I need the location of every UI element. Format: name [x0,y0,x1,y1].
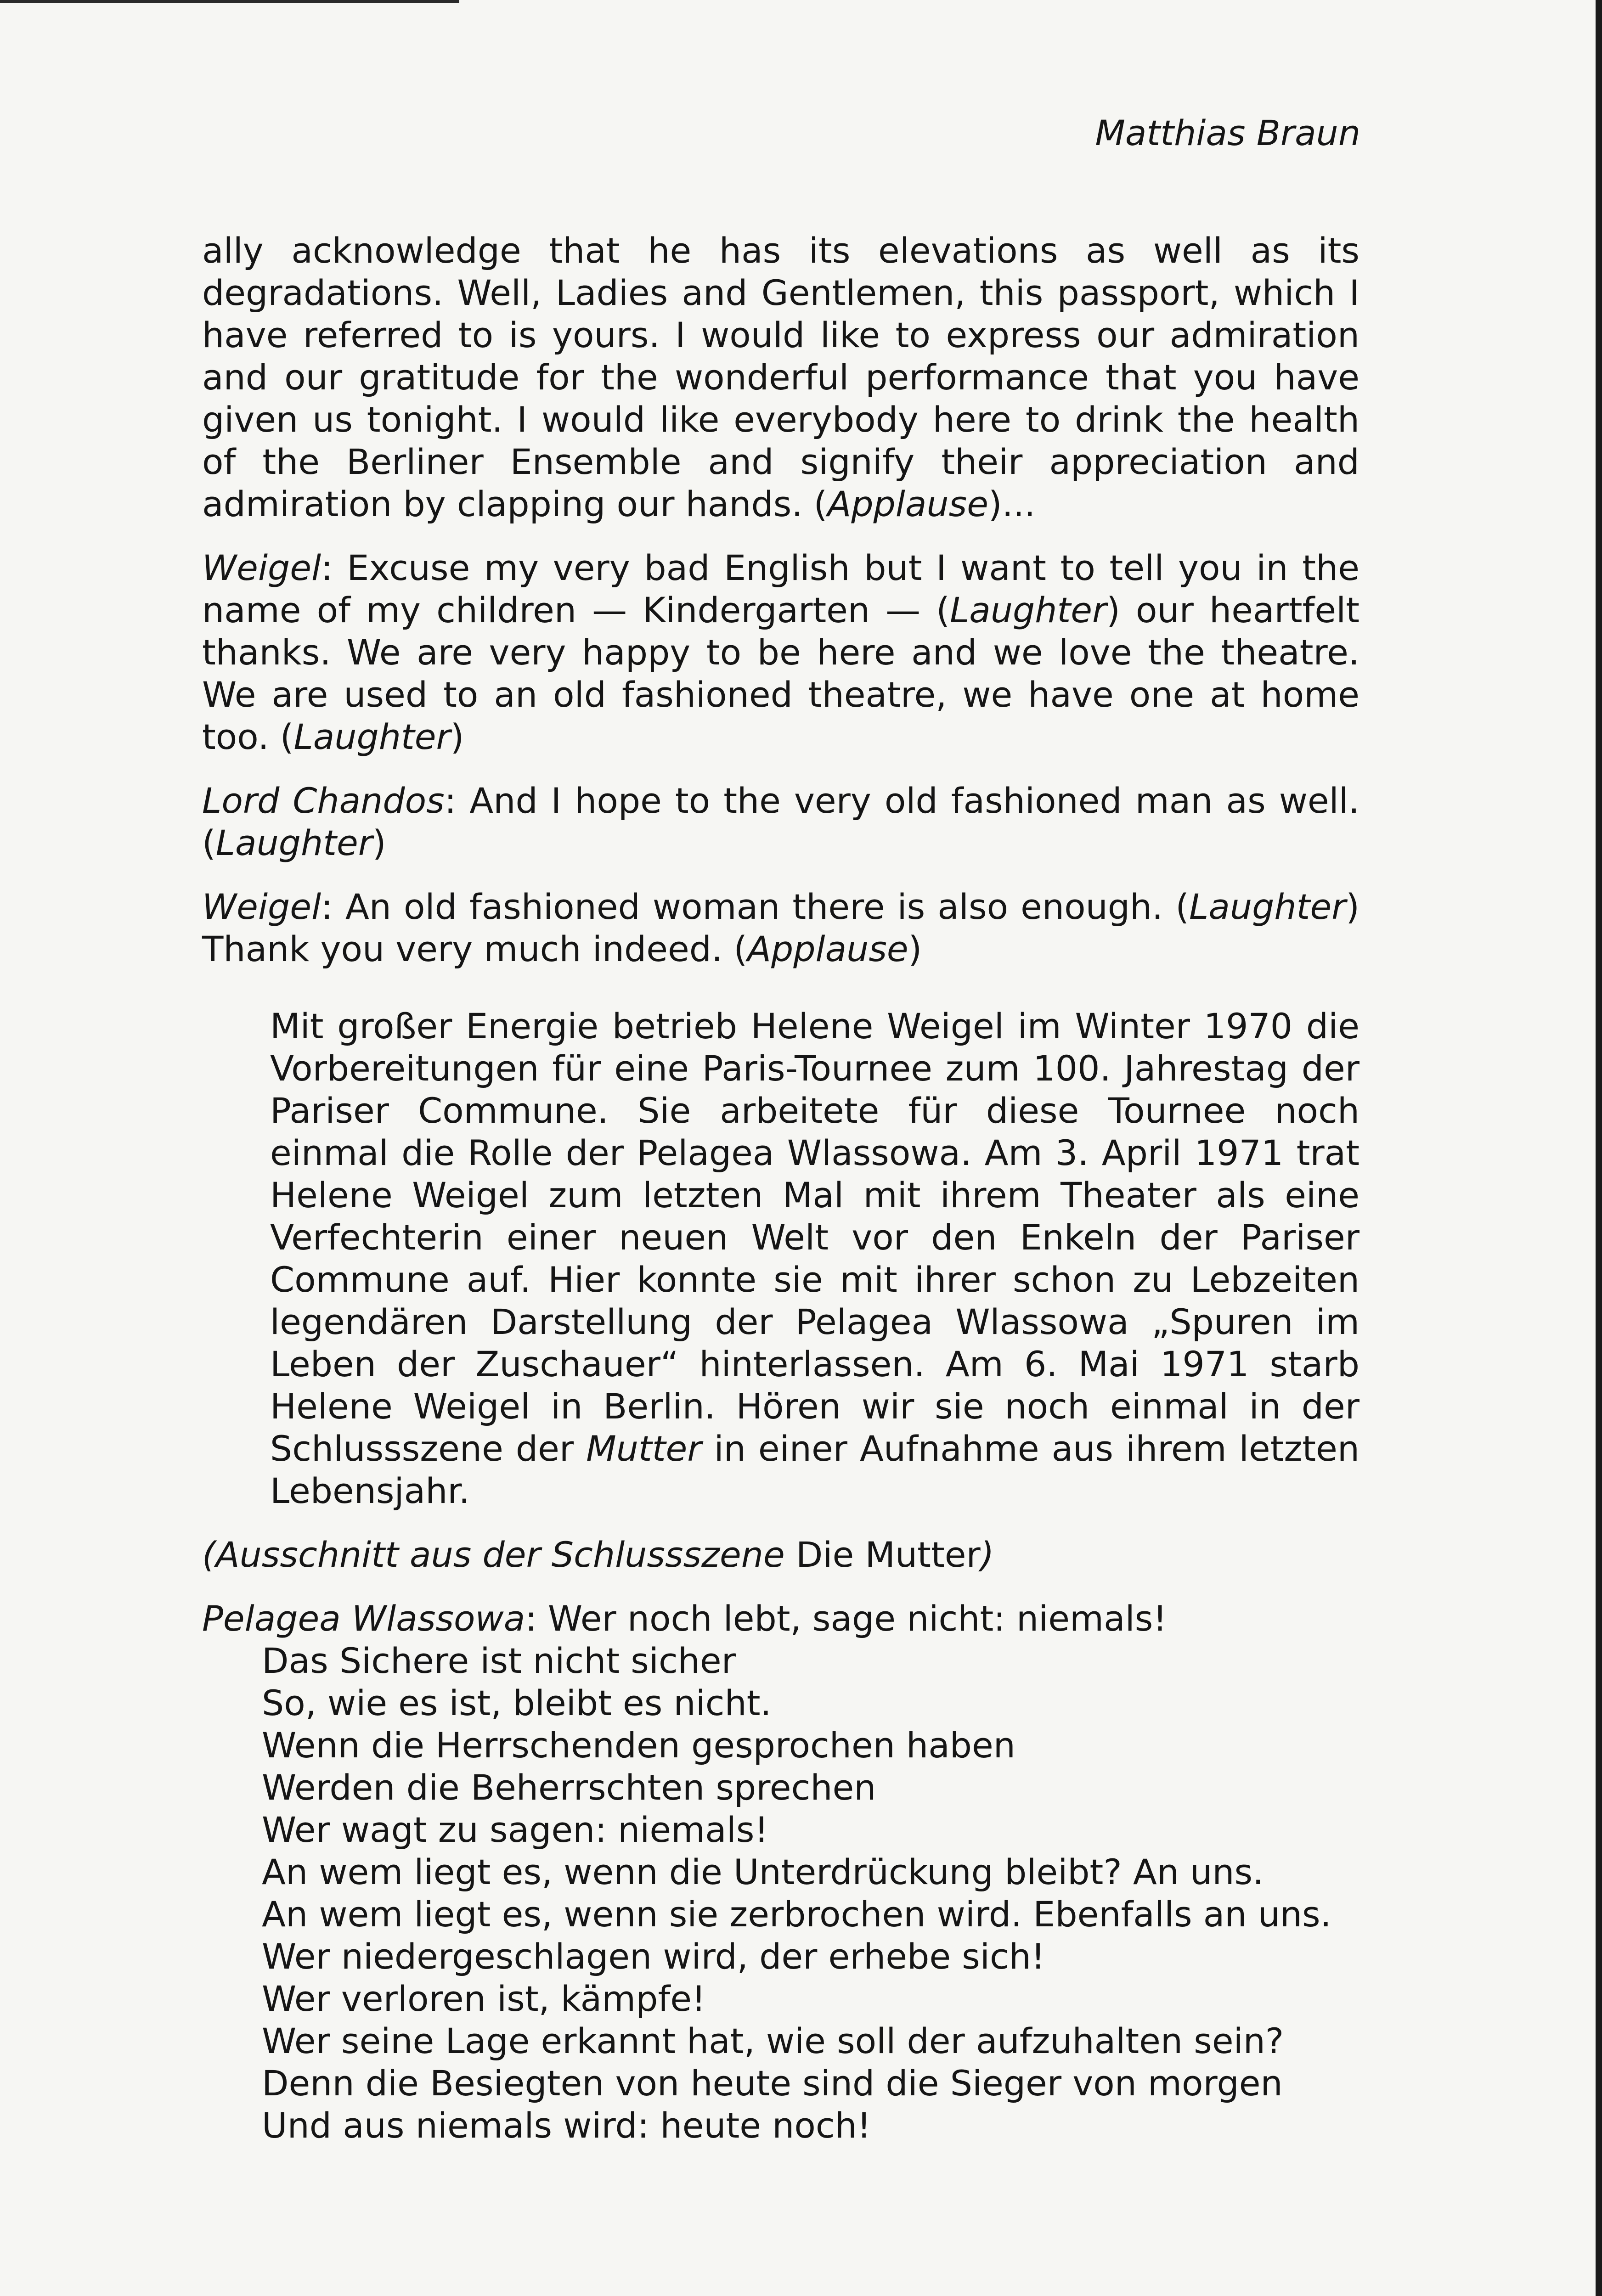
stage-direction: Laughter [293,716,451,757]
page-body [202,230,1359,2147]
paragraph-speech-chandos-end: ally acknowledge that he has its elevations as well as its degradations. Well, Ladies and Gentlemen, this passport, which I have referred to is yours. I would like to express our admiration and our gratitude for the wonderful performance that you have given us tonight. I would like everybody here to drink the health of the Berliner Ensemble and signify their appreciation and admiration by clapping our hands. (Applause)... [202,230,1359,524]
verse-line: Und aus niemals wird: heute noch! [262,2105,871,2146]
excerpt-note: (Ausschnitt aus der Schlussszene Die Mutter) [202,1534,994,1575]
speaker-name: Lord Chandos [202,780,445,821]
verse-line: Wer verloren ist, kämpfe! [262,1978,706,2019]
verse-line: Wenn die Herrschenden gesprochen haben [262,1725,1015,1766]
page-edge [1596,0,1602,2296]
verse-line: Wer wagt zu sagen: niemals! [262,1809,768,1850]
stage-direction: Laughter [949,590,1107,630]
verse-line: Werden die Beherrschten sprechen [262,1767,876,1808]
verse-line: An wem liegt es, wenn die Unterdrückung bleibt? An uns. [262,1851,1264,1892]
work-title: Mutter [586,1428,702,1469]
paragraph-chandos-reply: Lord Chandos: And I hope to the very old fashioned man as well. (Laughter) [202,780,1360,863]
narration-paragraph: Mit großer Energie betrieb Helene Weigel im Winter 1970 die Vorbereitungen für eine Paris-Tournee zum 100. Jahrestag der Pariser Commune. Sie arbeitete für diese Tournee noch einmal die Rolle der Pelagea Wlassowa. Am 3. April 1971 trat Helene Weigel zum letzten Mal mit ihrem Theater als eine Verfechterin einer neuen Welt vor den Enkeln der Pariser Commune auf. Hier konnte sie mit ihrer schon zu Lebzeiten legendären Darstellung der Pelagea Wlassowa „Spuren im Leben der Zuschauer“ hinterlassen. Am 6. Mai 1971 starb Helene Weigel in Berlin. Hören wir sie noch einmal in der Schlussszene der Mutter in einer Aufnahme aus ihrem letzten Lebensjahr. [270,1006,1360,1511]
verse-line: Wer seine Lage erkannt hat, wie soll der aufzuhalten sein? [262,2020,1284,2061]
running-head: Matthias Braun [1095,113,1360,153]
stage-direction: Applause [827,484,989,524]
verse-line: Das Sichere ist nicht sicher [262,1640,736,1681]
speaker-name: Pelagea Wlassowa [202,1598,525,1639]
verse-line: So, wie es ist, bleibt es nicht. [262,1683,772,1723]
paragraph-weigel-closing: Weigel: An old fashioned woman there is also enough. (Laughter) Thank you very much indeed. (Applause) [202,886,1359,969]
verse-line: Wer niedergeschlagen wird, der erhebe sich! [262,1936,1045,1977]
stage-direction: Applause [747,929,908,969]
paragraph-weigel-reply: Weigel: Excuse my very bad English but I want to tell you in the name of my children — Kindergarten — (Laughter) our heartfelt thanks. We are very happy to be here and we love the theatre. We are used to an old fashioned theatre, we have one at home too. (Laughter) [202,547,1359,757]
verse-line: An wem liegt es, wenn sie zerbrochen wird. Ebenfalls an uns. [262,1894,1331,1935]
top-rule [0,0,459,3]
stage-direction: Laughter [1189,886,1346,927]
verse-block [202,1598,1359,2147]
speaker-name: Weigel [202,547,322,588]
verse-line: Denn die Besiegten von heute sind die Sieger von morgen [262,2063,1283,2104]
verse-first-line: Pelagea Wlassowa: Wer noch lebt, sage nicht: niemals! [202,1598,1167,1639]
speaker-name: Weigel [202,886,322,927]
stage-direction: Laughter [215,822,372,863]
